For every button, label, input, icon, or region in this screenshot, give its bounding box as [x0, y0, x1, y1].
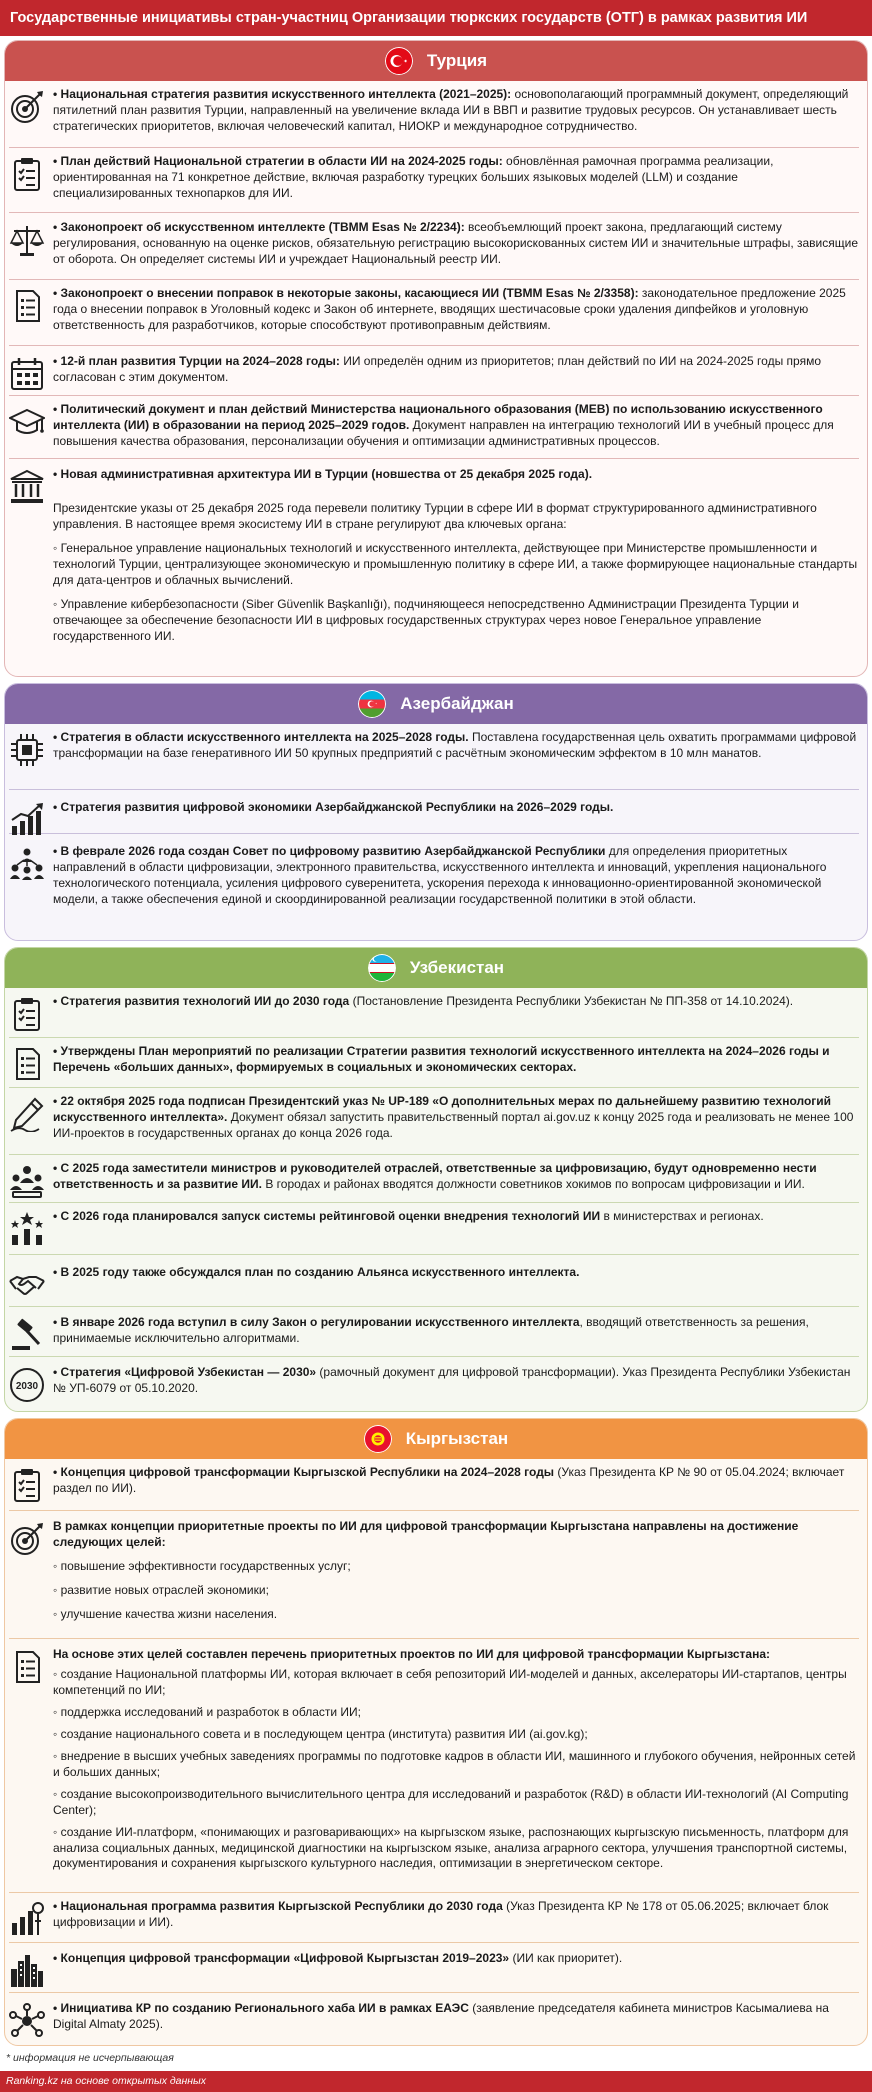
- growth-chart-icon: [9, 802, 45, 838]
- section-header-kyrgyzstan: [5, 1419, 867, 1459]
- city-skyline-icon: [9, 1953, 45, 1989]
- list-item: • С 2025 года заместители министров и руководителей отраслей, ответственные за цифровизацию, будут одновременно нести ответственность и за развитие ИИ. В городах и районах вводятся должности советников хокимов по вопросам цифровизации и ИИ.: [9, 1155, 859, 1203]
- list-item: • С 2026 года планировался запуск системы рейтинговой оценки внедрения технологий ИИ в министерствах и регионах.: [9, 1203, 859, 1255]
- azerbaijan-flag-icon: [358, 690, 386, 718]
- footnote: * информация не исчерпывающая: [6, 2052, 174, 2064]
- list-item: • Законопроект о внесении поправок в некоторые законы, касающиеся ИИ (TBMM Esas № 2/3358): законодательное предложение 2025 года о внесении поправок в Уголовный кодекс и Закон об интернете, вводящих шестичасовые сроки удаления дипфейков и уголовную ответственность для разработчиков, которые способствуют противоправным действиям.: [9, 280, 859, 346]
- section-title: Узбекистан: [409, 957, 505, 977]
- checklist-icon: [9, 996, 45, 1032]
- people-network-icon: [9, 846, 45, 882]
- checklist-icon: [9, 156, 45, 192]
- document-list-icon: [9, 288, 45, 324]
- list-item: • Концепция цифровой трансформации «Цифровой Кыргызстан 2019–2023» (ИИ как приоритет).: [9, 1943, 859, 1993]
- team-icon: [9, 1163, 45, 1199]
- page-title: Государственные инициативы стран-участниц Организации тюркских государств (ОТГ) в рамках развития ИИ: [0, 0, 872, 36]
- list-item: • В феврале 2026 года создан Совет по цифровому развитию Азербайджанской Республики для определения приоритетных направлений в области цифровизации, электронного правительства, искусственного интеллекта и инноваций, укрепления национального технологического потенциала, усиления цифрового суверенитета, ускорения перехода к инновационно-ориентированной экономической модели, а также обеспечения единой и скоординированной реализации государственной политики в этой области.: [9, 834, 859, 908]
- uzbekistan-flag-icon: [368, 954, 396, 982]
- calendar-icon: [9, 356, 45, 392]
- kyrgyzstan-flag-icon: [364, 1425, 392, 1453]
- svg-text:2030: 2030: [15, 1381, 39, 1392]
- section-title: Кыргызстан: [405, 1428, 509, 1448]
- list-item: На основе этих целей составлен перечень приоритетных проектов по ИИ для цифровой трансформации Кыргызстана: ◦ создание Национальной платформы ИИ, которая включает в себя репозиторий ИИ-моделей и данных, акселераторы ИИ-стартапов, центры компетенций по ИИ; ◦ поддержка исследований и разработок в области ИИ; ◦ создание национального совета и в последующем центра (института) развития ИИ (ai.gov.kg); ◦ внедрение в высших учебных заведениях программы по подготовке кадров в области ИИ, машинного и глубокого обучения, нейронных сетей и больших данных; ◦ создание высокопроизводительного вычислительного центра для исследований и разработок (R&D) в области ИИ-технологий (AI Computing Center); ◦ создание ИИ-платформ, «понимающих и разговаривающих» на кыргызском языке, распознающих кыргызскую письменность, платформ для анализа социальных данных, медицинской диагностики на кыргызском языке, анализа аграрного сектора, улучшения транспортной системы, документирования и сохранения кыргызского культурного наследия, оптимизации в энергетическом секторе.: [9, 1639, 859, 1893]
- list-item: • Законопроект об искусственном интеллекте (TBMM Esas № 2/2234): всеобъемлющий проект закона, предлагающий систему регулирования, основанную на оценке рисков, обязательную регистрацию высокорискованных систем ИИ и значительные штрафы, зависящие от оборота. Он определяет системы ИИ и учреждает Национальный реестр ИИ.: [9, 213, 859, 280]
- target-icon: [9, 1521, 45, 1557]
- list-item: • В 2025 году также обсуждался план по созданию Альянса искусственного интеллекта.: [9, 1255, 859, 1307]
- year-2030-icon: [9, 1367, 45, 1403]
- gavel-icon: [9, 1317, 45, 1353]
- list-item: • Политический документ и план действий Министерства национального образования (MEB) по использованию искусственного интеллекта (ИИ) в образовании на период 2025–2029 годов. Документ направлен на интеграцию технологий ИИ в учебный процесс для повышения качества образования, персонализации обучения и оптимизации административных процессов.: [9, 396, 859, 459]
- section-title: Турция: [426, 50, 488, 70]
- turkey-flag-icon: [385, 47, 413, 75]
- target-icon: [9, 89, 45, 125]
- list-item: • План действий Национальной стратегии в области ИИ на 2024-2025 годы: обновлённая рамочная программа реализации, ориентированная на 71 конкретное действие, включая разработку турецких больших языковых моделей (LLM) и создание специализированных технопарков для ИИ.: [9, 148, 859, 213]
- scales-icon: [9, 222, 45, 258]
- list-item: В рамках концепции приоритетные проекты по ИИ для цифровой трансформации Кыргызстана направлены на достижение следующих целей: ◦ повышение эффективности государственных услуг; ◦ развитие новых отраслей экономики; ◦ улучшение качества жизни населения.: [9, 1511, 859, 1639]
- list-item: • В январе 2026 года вступил в силу Закон о регулировании искусственного интеллекта, вводящий ответственность за решения, принимаемые исключительно алгоритмами.: [9, 1307, 859, 1357]
- list-item: • 22 октября 2025 года подписан Президентский указ № UP-189 «О дополнительных мерах по дальнейшему развитию технологий искусственного интеллекта». Документ обязал запустить правительственный портал ai.gov.uz к концу 2025 года и реализовать не менее 100 ИИ-проектов в государственных органах до конца 2026 года.: [9, 1088, 859, 1155]
- list-item: • Новая административная архитектура ИИ в Турции (новшества от 25 декабря 2025 года). Президентские указы от 25 декабря 2025 года перевели политику Турции в сфере ИИ в формат структурированного административного управления. В настоящее время экосистему ИИ в стране регулируют два ключевых органа: ◦ Генеральное управление национальных технологий и искусственного интеллекта, действующее при Министерстве промышленности и технологий Турции, централизующее экономическую и промышленную политику в сфере ИИ, а также формирующее национальные стандарты для дата-центров и облачных вычислений. ◦ Управление кибербезопасности (Siber Güvenlik Başkanlığı), подчиняющееся непосредственно Администрации Президента Турции и отвечающее за обеспечение безопасности ИИ в цифровых государственных структурах через новое Генеральное управление государственного ИИ.: [9, 459, 859, 645]
- list-item: • Стратегия в области искусственного интеллекта на 2025–2028 годы. Поставлена государственная цель охватить программами цифровой трансформации на базе генеративного ИИ 50 крупных предприятий с расчётным экономическим эффектом в 10 млн манатов.: [9, 724, 859, 790]
- document-list-icon: [9, 1046, 45, 1082]
- list-item: • Стратегия развития цифровой экономики Азербайджанской Республики на 2026–2029 годы.: [9, 790, 859, 834]
- source-footer: Ranking.kz на основе открытых данных: [0, 2071, 872, 2092]
- section-uzbekistan: [4, 947, 868, 1412]
- handshake-icon: [9, 1267, 45, 1303]
- network-hub-icon: [9, 2003, 45, 2039]
- government-building-icon: [9, 469, 45, 505]
- section-header-turkey: [5, 41, 867, 81]
- list-item: • Стратегия развития технологий ИИ до 2030 года (Постановление Президента Республики Узбекистан № ПП-358 от 14.10.2024).: [9, 988, 859, 1038]
- list-item: • Национальная программа развития Кыргызской Республики до 2030 года (Указ Президента КР № 178 от 05.06.2025; включает блок цифровизации и ИИ).: [9, 1893, 859, 1943]
- list-item: • Утверждены План мероприятий по реализации Стратегии развития технологий искусственного интеллекта на 2024–2026 годы и Перечень «больших данных», формируемых в социальных и экономических секторах.: [9, 1038, 859, 1088]
- section-kyrgyzstan: [4, 1418, 868, 2046]
- pen-signing-icon: [9, 1096, 45, 1132]
- section-turkey: [4, 40, 868, 677]
- list-item: • Инициатива КР по созданию Регионального хаба ИИ в рамках ЕАЭС (заявление председателя кабинета министров Касымалиева на Digital Almaty 2025).: [9, 1993, 859, 2039]
- graduation-cap-icon: [9, 404, 45, 440]
- section-header-uzbekistan: [5, 948, 867, 988]
- list-item: • Концепция цифровой трансформации Кыргызской Республики на 2024–2028 годы (Указ Президента КР № 90 от 05.04.2024; включает раздел по ИИ).: [9, 1459, 859, 1511]
- checklist-icon: [9, 1467, 45, 1503]
- list-item: • Национальная стратегия развития искусственного интеллекта (2021–2025): основополагающий программный документ, определяющий пятилетний план развития Турции, направленный на увеличение вклада ИИ в ВВП и развитие трудовых ресурсов. Он устанавливает шесть стратегических приоритетов, включая человеческий капитал, НИОКР и международное сотрудничество.: [9, 81, 859, 148]
- section-azerbaijan: [4, 683, 868, 941]
- section-header-azerbaijan: [5, 684, 867, 724]
- document-list-icon: [9, 1649, 45, 1685]
- section-title: Азербайджан: [400, 693, 514, 713]
- rating-icon: [9, 1211, 45, 1247]
- list-item: 2030 • Стратегия «Цифровой Узбекистан — 2030» (рамочный документ для цифровой трансформации). Указ Президента Республики Узбекистан № УП-6079 от 05.10.2020.: [9, 1357, 859, 1403]
- list-item: • 12-й план развития Турции на 2024–2028 годы: ИИ определён одним из приоритетов; план действий по ИИ на 2024-2025 годы прямо согласован с этим документом.: [9, 346, 859, 396]
- ai-chip-icon: [9, 732, 45, 768]
- progress-bars-icon: [9, 1901, 45, 1937]
